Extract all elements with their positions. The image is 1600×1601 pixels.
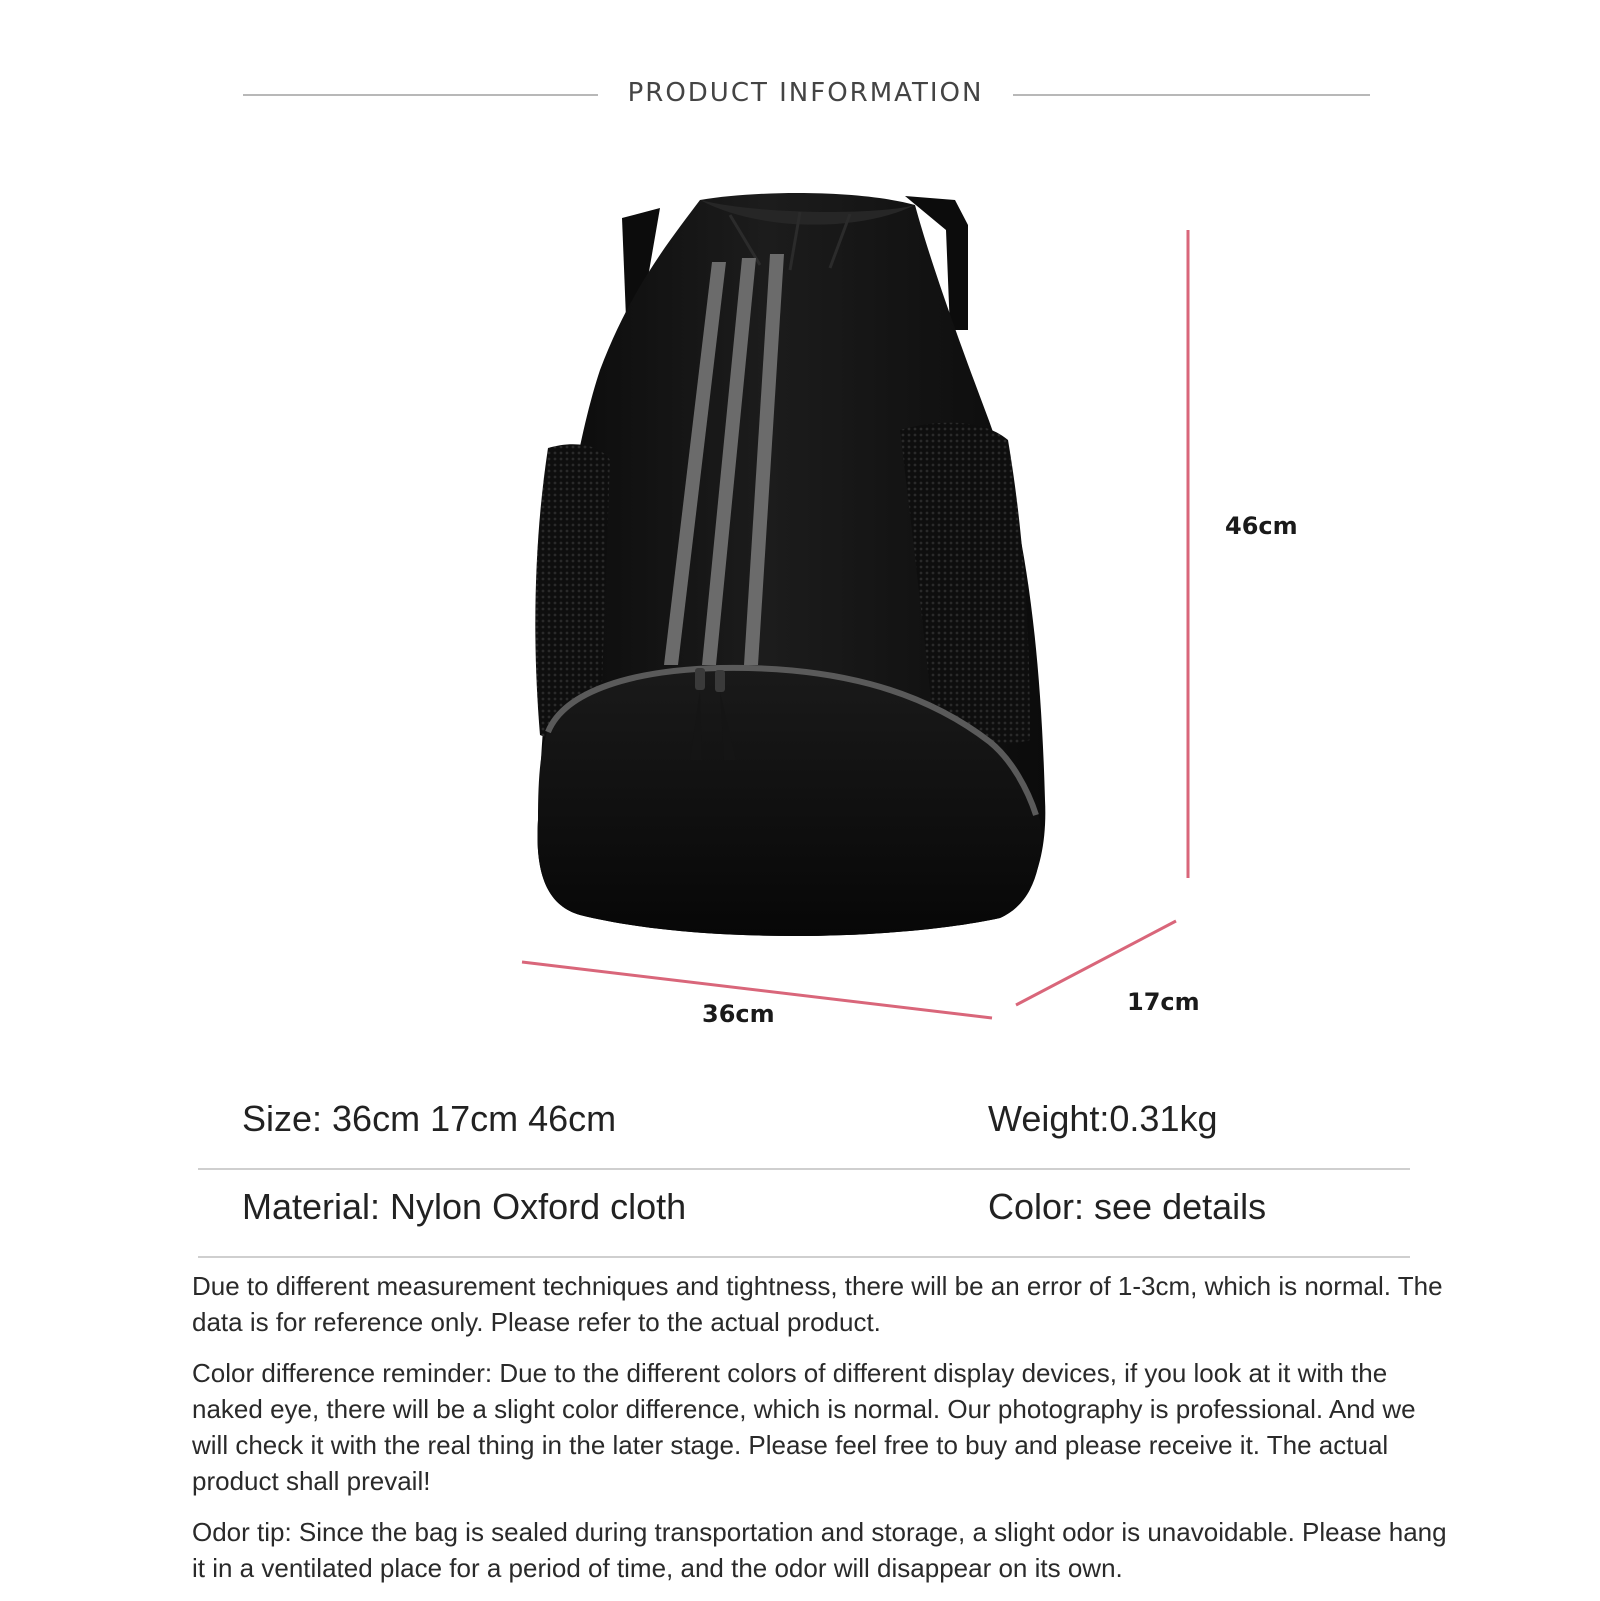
spec-table (198, 1082, 1410, 1258)
backpack-illustration (0, 150, 1600, 1050)
note-odor: Odor tip: Since the bag is sealed during transportation and storage, a slight odor is unavoidable. Please hang it in a ventilated place for a period of time, and the odor will disappear on its own. (192, 1517, 1447, 1583)
note-measurement: Due to different measurement techniques and tightness, there will be an error of 1-3cm, which is normal. The data is for reference only. Please refer to the actual product. (192, 1271, 1443, 1337)
spec-row-material-color (198, 1170, 1410, 1258)
spec-color: Color: see details (988, 1186, 1267, 1227)
spec-size: Size: 36cm 17cm 46cm (242, 1098, 617, 1139)
product-figure (0, 150, 1600, 1050)
notes-section (192, 1268, 1452, 1601)
note-color-difference: Color difference reminder: Due to the different colors of different display devices, if you look at it with the naked eye, there will be a slight color difference, which is normal. Our photography is professional. And we will check it with the real thing in the later stage. Please feel free to buy and please receive it. The actual product shall prevail! (192, 1358, 1416, 1496)
spec-row-size-weight (198, 1082, 1410, 1170)
height-label: 46cm (1225, 512, 1298, 540)
section-title: PRODUCT INFORMATION (627, 78, 984, 108)
depth-label: 17cm (1127, 988, 1200, 1016)
width-label: 36cm (702, 1000, 775, 1028)
header-rule-right (1013, 94, 1370, 96)
header-rule-left (243, 94, 598, 96)
spec-material: Material: Nylon Oxford cloth (242, 1186, 687, 1227)
section-header (0, 70, 1600, 120)
spec-weight: Weight:0.31kg (988, 1098, 1218, 1139)
